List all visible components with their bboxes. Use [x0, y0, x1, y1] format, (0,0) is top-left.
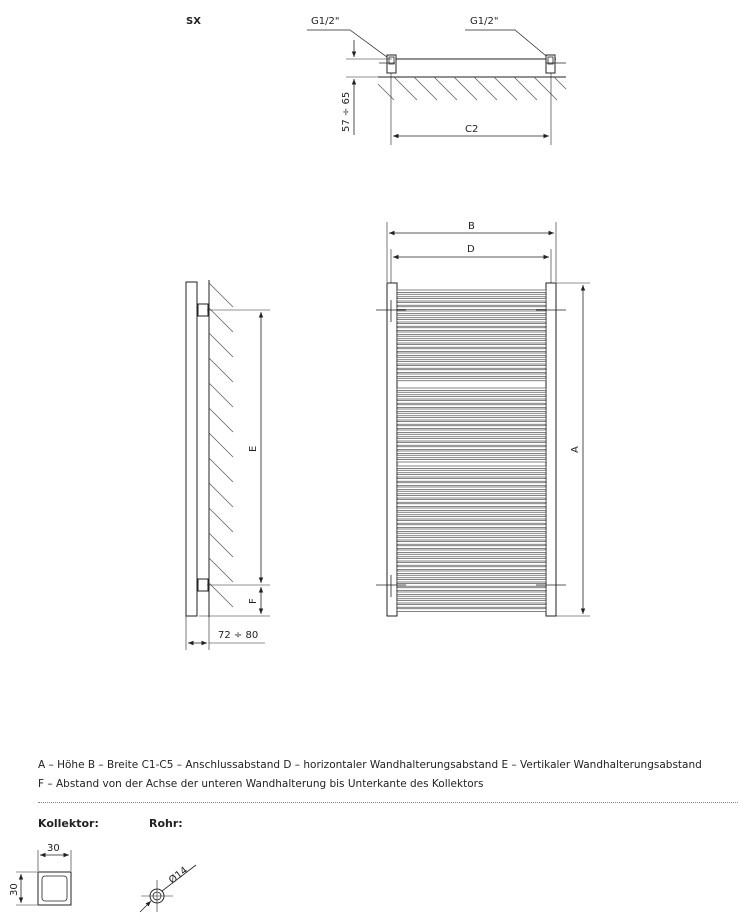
dotted-separator — [38, 802, 738, 803]
radiator-tube — [397, 353, 546, 356]
legend-line-2: F – Abstand von der Achse der unteren Wandhalterung bis Unterkante des Kollektors — [38, 778, 484, 790]
radiator-tube — [397, 307, 546, 310]
radiator-tube — [397, 466, 546, 469]
radiator-tube — [397, 361, 546, 364]
radiator-tube — [397, 430, 546, 433]
top-view — [186, 16, 566, 145]
pipe-section — [140, 864, 196, 912]
radiator-tube — [397, 345, 546, 348]
radiator-tube — [397, 332, 546, 335]
pipe-diameter-label: Ø14 — [167, 865, 191, 887]
collector-section-title: Kollektor: — [38, 817, 99, 830]
radiator-tube — [397, 422, 546, 425]
radiator-tube — [397, 396, 546, 399]
radiator-tube — [397, 388, 546, 391]
radiator-tube — [397, 529, 546, 532]
radiator-tube — [397, 554, 546, 557]
collector-inner — [42, 876, 67, 901]
radiator-tube — [397, 495, 546, 498]
thread-right-label: G1/2" — [470, 16, 499, 27]
radiator-tube — [397, 474, 546, 477]
radiator-tube — [397, 584, 546, 587]
radiator-tube — [397, 447, 546, 450]
radiator-tube — [397, 324, 546, 327]
radiator-tube — [397, 374, 546, 377]
radiator-tube — [397, 558, 546, 561]
collector-width-label: 30 — [47, 843, 60, 854]
radiator-tube — [397, 579, 546, 582]
radiator-tube — [397, 349, 546, 352]
radiator-tube — [397, 470, 546, 473]
radiator-tube — [397, 487, 546, 490]
pipe-section-title: Rohr: — [149, 817, 183, 830]
radiator-tube — [397, 575, 546, 578]
radiator-tube — [397, 434, 546, 437]
radiator-tube — [397, 401, 546, 404]
a-dimension-label: A — [570, 446, 581, 453]
radiator-tube — [397, 370, 546, 373]
radiator-tube — [397, 392, 546, 395]
f-dimension-label: F — [248, 598, 259, 604]
radiator-tube — [397, 542, 546, 545]
radiator-tube — [397, 315, 546, 318]
thread-left-label: G1/2" — [311, 16, 340, 27]
side-wall-hatching — [209, 283, 233, 607]
e-dimension-label: E — [248, 445, 259, 452]
radiator-side-profile — [186, 282, 197, 616]
radiator-tube — [397, 405, 546, 408]
radiator-tube — [397, 596, 546, 599]
radiator-tube — [397, 290, 546, 293]
depth-dimension-label: 57 ÷ 65 — [341, 91, 352, 132]
radiator-tube — [397, 451, 546, 454]
radiator-tube — [397, 311, 546, 314]
radiator-tube — [397, 521, 546, 524]
b-dimension-label: B — [468, 221, 475, 232]
radiator-tube — [397, 294, 546, 297]
radiator-tubes — [397, 290, 546, 611]
wall-hatching — [378, 77, 566, 100]
depth-range-label: 72 ÷ 80 — [218, 630, 259, 641]
collector-right — [546, 283, 556, 616]
radiator-tube — [397, 479, 546, 482]
radiator-tube — [397, 600, 546, 603]
radiator-tube — [397, 592, 546, 595]
radiator-tube — [397, 319, 546, 322]
c2-dimension-label: C2 — [465, 124, 479, 135]
radiator-tube — [397, 588, 546, 591]
collector-left — [387, 283, 397, 616]
radiator-tube — [397, 443, 546, 446]
radiator-tube — [397, 567, 546, 570]
radiator-tube — [397, 512, 546, 515]
d-dimension-label: D — [467, 244, 475, 255]
radiator-tube — [397, 409, 546, 412]
legend — [38, 756, 743, 794]
radiator-tube — [397, 417, 546, 420]
radiator-tube — [397, 303, 546, 306]
radiator-tube — [397, 438, 546, 441]
radiator-tube — [397, 483, 546, 486]
radiator-tube — [397, 508, 546, 511]
radiator-tube — [397, 366, 546, 369]
bracket-lower — [198, 579, 208, 591]
radiator-tube — [397, 336, 546, 339]
radiator-tube — [397, 500, 546, 503]
radiator-tube — [397, 298, 546, 301]
collector-section — [9, 843, 71, 905]
radiator-tube — [397, 546, 546, 549]
thread-left-leader — [307, 30, 391, 60]
top-view-label: SX — [186, 16, 201, 27]
radiator-tube — [397, 459, 546, 462]
radiator-tube — [397, 571, 546, 574]
radiator-tube — [397, 328, 546, 331]
radiator-tube — [397, 357, 546, 360]
collector-height-label: 30 — [9, 883, 20, 896]
radiator-tube — [397, 378, 546, 381]
radiator-tube — [397, 504, 546, 507]
bracket-upper — [198, 304, 208, 316]
radiator-tube — [397, 533, 546, 536]
legend-line-1: A – Höhe B – Breite C1-C5 – Anschlussabstand D – horizontaler Wandhalterungsabstand E – Vertikaler Wandhalterungsabstand — [38, 759, 702, 771]
radiator-tube — [397, 516, 546, 519]
front-view — [376, 221, 590, 616]
radiator-tube — [397, 525, 546, 528]
radiator-tube — [397, 491, 546, 494]
radiator-tube — [397, 537, 546, 540]
radiator-tube — [397, 340, 546, 343]
radiator-tube — [397, 563, 546, 566]
radiator-tube — [397, 609, 546, 612]
radiator-tube — [397, 413, 546, 416]
side-view — [186, 280, 270, 650]
radiator-tube — [397, 605, 546, 608]
radiator-tube — [397, 426, 546, 429]
thread-right-leader — [465, 30, 551, 60]
radiator-tube — [397, 455, 546, 458]
radiator-tube — [397, 550, 546, 553]
